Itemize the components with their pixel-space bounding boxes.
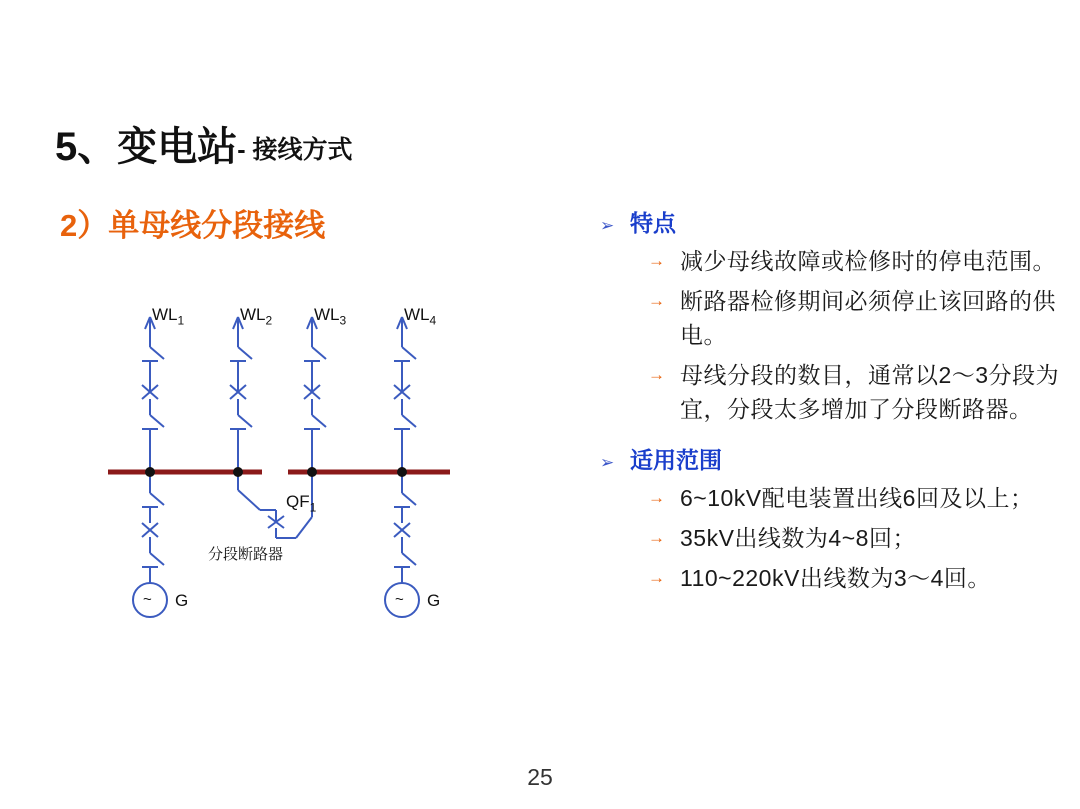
- generator-label-right: G: [427, 591, 441, 610]
- page-title-subtext: - 接线方式: [237, 136, 353, 164]
- list-item-text: 母线分段的数目，通常以2～3分段为宜，分段太多增加了分段断路器。: [680, 362, 1060, 422]
- sectionalizing-breaker-label: $QF_1$: [286, 492, 317, 515]
- arrow-icon: →: [648, 528, 665, 547]
- heading-marker-icon: ➢: [600, 453, 615, 472]
- feeder-label-wl2: $WL_2$: [240, 305, 273, 328]
- section-heading-label: 特点: [630, 210, 676, 236]
- page-title-text: 5、变电站: [55, 125, 238, 169]
- circuit-diagram-svg: [90, 295, 560, 645]
- page-title: [55, 115, 353, 172]
- page-subtitle: 2）单母线分段接线: [60, 208, 326, 243]
- arrow-icon: →: [648, 568, 665, 587]
- list-item-text: 35kV出线数为4~8回；: [680, 525, 916, 551]
- section-heading-features: [600, 205, 1060, 238]
- content-column: [600, 205, 1060, 601]
- generator-symbol-left: ~: [143, 591, 152, 608]
- page-number: 25: [527, 764, 553, 790]
- section-gap: [600, 432, 1060, 442]
- generator-symbol-right: ~: [395, 591, 404, 608]
- list-item-text: 断路器检修期间必须停止该回路的供电。: [680, 288, 1056, 348]
- heading-marker-icon: ➢: [600, 216, 615, 235]
- sectionalizing-breaker-caption: 分段断路器: [208, 546, 284, 563]
- list-item: [600, 481, 1060, 515]
- arrow-icon: →: [648, 488, 665, 507]
- list-item-text: 110~220kV出线数为3～4回。: [680, 565, 991, 591]
- single-busbar-sectionalized-diagram: [90, 295, 560, 645]
- arrow-icon: →: [648, 251, 665, 270]
- list-item: [600, 521, 1060, 555]
- list-item: [600, 244, 1060, 278]
- generator-label-left: G: [175, 591, 189, 610]
- list-item-text: 6~10kV配电装置出线6回及以上；: [680, 485, 1034, 511]
- arrow-icon: →: [648, 365, 665, 384]
- list-item-text: 减少母线故障或检修时的停电范围。: [680, 248, 1056, 274]
- feeder-label-wl3: $WL_3$: [314, 305, 347, 328]
- section-heading-label: 适用范围: [630, 447, 722, 473]
- feeder-label-wl1: $WL_1$: [152, 305, 185, 328]
- feeder-label-wl4: $WL_4$: [404, 305, 437, 328]
- list-item: [600, 561, 1060, 595]
- section-heading-scope: [600, 442, 1060, 475]
- list-item: [600, 284, 1060, 352]
- arrow-icon: →: [648, 291, 665, 310]
- list-item: [600, 358, 1060, 426]
